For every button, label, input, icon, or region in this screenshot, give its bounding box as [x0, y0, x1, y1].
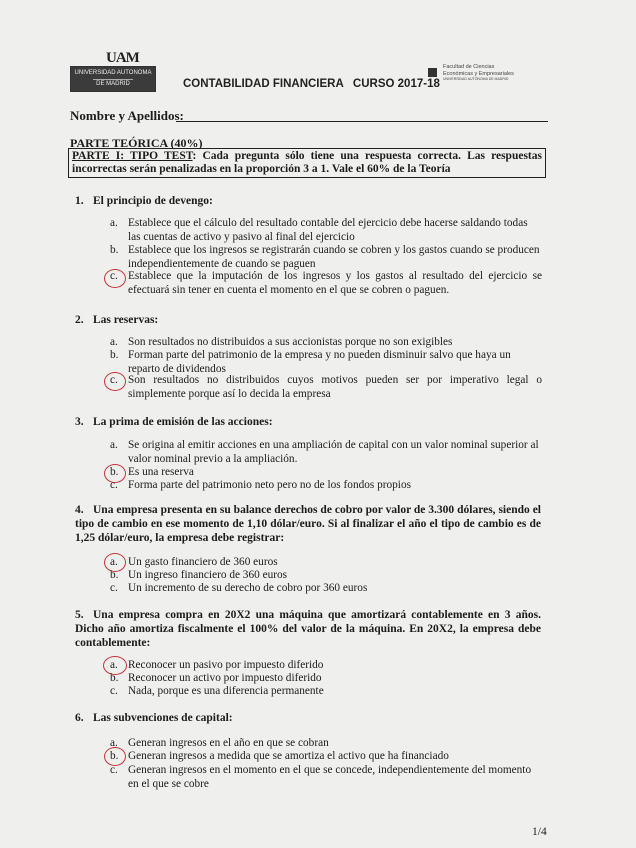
page-number: 1/4 — [532, 826, 547, 838]
question-6-text: Las subvenciones de capital: — [93, 712, 233, 724]
faculty-logo — [428, 64, 548, 92]
faculty-line1: Facultad de Ciencias — [443, 64, 495, 70]
instructions-text — [72, 150, 542, 176]
uam-logo-mark: UAM — [106, 50, 139, 66]
uam-logo-line2: DE MADRID — [93, 79, 133, 88]
course-title: CONTABILIDAD FINANCIERA CURSO 2017-18 — [183, 78, 440, 90]
instructions-body: : Cada pregunta sólo tiene una respuesta correcta. Las respuestas incorrectas serán penalizadas en la proporción 3 a 1. Vale el 60% de la Teoría — [72, 150, 542, 175]
answer-circle-q4 — [104, 553, 126, 572]
question-2-text: Las reservas: — [93, 314, 159, 326]
question-2: 2. Las reservas: — [75, 314, 159, 326]
faculty-line2: Económicas y Empresariales — [443, 70, 514, 77]
answer-circle-q2 — [104, 372, 126, 391]
uam-logo — [70, 50, 156, 92]
exam-page: UAM UNIVERSIDAD AUTONOMA DE MADRID CONTABILIDAD FINANCIERA CURSO 2017-18 Facultad de Ciencias Económicas y Empresariales UNIVERSIDAD AUTÓNOMA DE MADRID Nombre y Apellidos: PARTE TEÓRICA (40%) PARTE I: TIPO TEST: Cada pregunta sólo tiene una respuesta correcta. Las respuestas incorrectas serán penalizadas en la proporción 3 a 1. Vale el 60% de la Teoría 1. El principio de devengo: a. Establece que el cálculo del resultado contable del ejercicio debe hacerse saldando todas las cuentas de activo y pasivo al final del ejercicio b. Establece que los ingresos se registrarán cuando se cobren y los gastos cuando se producen independientemente de cuando se paguen c. Establece que la imputación de los ingresos y los gastos al resultado del ejercicio se efectuará sin tener en cuenta el momento en el que se cobren o paguen. 2. Las reservas: a. Son resultados no distribuidos a sus accionistas porque no son exigibles b. Forman parte del patrimonio de la empresa y no pueden disminuir salvo que haya un reparto de dividendos c. Son resultados no distribuidos cuyos motivos pueden ser por imperativo legal o simplemente porque así lo decida la empresa 3. La prima de emisión de las acciones: a. Se origina al emitir acciones en una ampliación de capital con un valor nominal superior al valor nominal previo a la ampliación. b. Es una reserva c. Forma parte del patrimonio neto pero no de los fondos propios 4. Una empresa presenta en su balance derechos de cobro por valor de 3.300 dólares, siendo el tipo de cambio en ese momento de 1,10 dólar/euro. Si al finalizar el año el tipo de cambio es de 1,25 dólar/euro, la empresa debe registrar: a. Un gasto financiero de 360 euros b. Un ingreso financiero de 360 euros c. Un incremento de su derecho de cobro por 360 euros 5. Una empresa compra en 20X2 una máquina que amortizará contablemente en 3 años. Dicho año amortiza fiscalmente el 100% del valor de la máquina. En 20X2, la empresa debe contablemente: a. Reconocer un pasivo por impuesto diferido b. Reconocer un activo por impuesto diferido c. Nada, porque es una diferencia permanente 6. Las subvenciones de capital: a. Generan ingresos en el año en que se cobran b. Generan ingresos a medida que se amortiza el activo que ha financiado c. Generan ingresos en el momento en el que se concede, independientemente del momento en el que se cobre 1/4 — [70, 50, 547, 838]
faculty-logo-text — [443, 64, 514, 82]
question-3-text: La prima de emisión de las acciones: — [93, 416, 273, 428]
faculty-logo-square-icon — [428, 68, 437, 77]
name-field-line[interactable] — [176, 121, 548, 122]
question-3: 3. La prima de emisión de las acciones: — [75, 416, 273, 428]
uam-logo-line1: UNIVERSIDAD AUTONOMA — [74, 70, 152, 76]
question-4-text: Una empresa presenta en su balance derechos de cobro por valor de 3.300 dólares, siendo el tipo de cambio en ese momento de 1,10 dólar/euro. Si al finalizar el año el tipo de cambio es de 1,25 dólar/euro, la empresa debe registrar: — [75, 504, 541, 544]
instructions-box — [68, 148, 546, 178]
question-5: 5. Una empresa compra en 20X2 una máquina que amortizará contablemente en 3 años. Dicho año amortiza fiscalmente el 100% del valor de la máquina. En 20X2, la empresa debe contablemente: — [75, 609, 541, 649]
question-1-text: El principio de devengo: — [93, 195, 213, 207]
question-1: 1. El principio de devengo: — [75, 195, 213, 207]
question-5-text: Una empresa compra en 20X2 una máquina que amortizará contablemente en 3 años. Dicho año amortiza fiscalmente el 100% del valor de la máquina. En 20X2, la empresa debe contablemente: — [75, 609, 541, 649]
instructions-part-label: PARTE I: TIPO TEST — [72, 150, 193, 162]
question-4: 4. Una empresa presenta en su balance derechos de cobro por valor de 3.300 dólares, siendo el tipo de cambio en ese momento de 1,10 dólar/euro. Si al finalizar el año el tipo de cambio es de 1,25 dólar/euro, la empresa debe registrar: — [75, 504, 541, 544]
uam-logo-box — [70, 66, 156, 92]
part-title: PARTE TEÓRICA (40%) — [70, 136, 203, 150]
answer-circle-q1 — [104, 269, 126, 288]
question-6: 6. Las subvenciones de capital: — [75, 712, 233, 724]
answer-circle-q6 — [104, 747, 126, 766]
faculty-line3: UNIVERSIDAD AUTÓNOMA DE MADRID — [443, 77, 509, 81]
name-label: Nombre y Apellidos: — [70, 108, 184, 123]
answer-circle-q5 — [103, 656, 127, 675]
answer-circle-q3 — [104, 464, 126, 483]
